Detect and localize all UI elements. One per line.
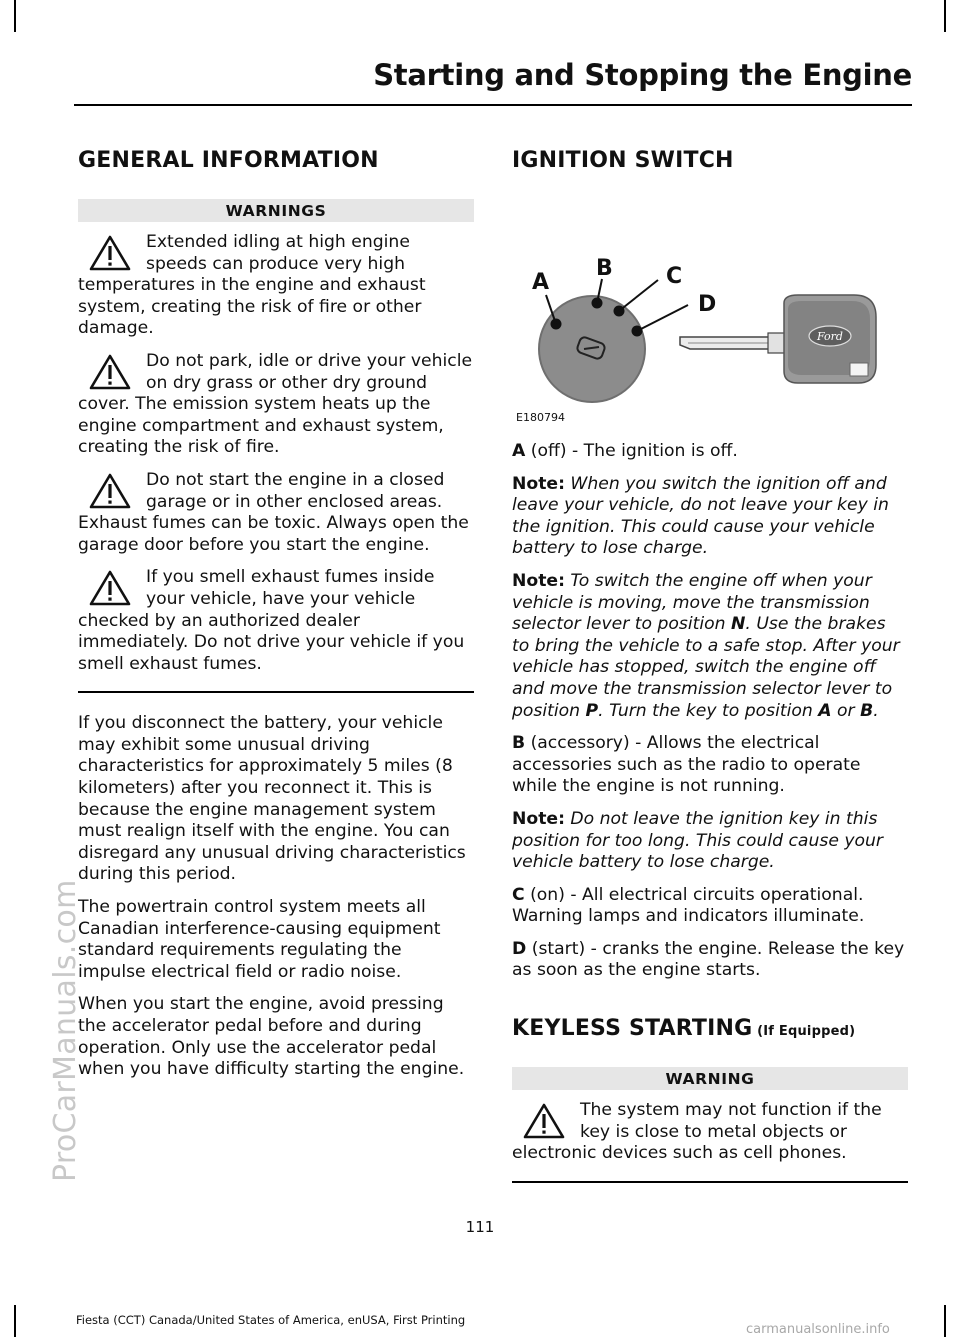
- warning-item: [512, 1100, 908, 1165]
- warning-text: Do not start the engine in a closed garage or in other enclosed areas. Exhaust fumes can be toxic. Always open the garage door before you start the engine.: [78, 469, 469, 555]
- right-column: [512, 148, 908, 1203]
- warning-text: Do not park, idle or drive your vehicle on dry grass or other dry ground cover. The emission system heats up the engine compartment and exhaust system, creating the risk of fire.: [78, 350, 473, 458]
- position-d-text: D (start) - cranks the engine. Release the key as soon as the engine starts.: [512, 938, 905, 981]
- label-c: C: [666, 264, 683, 289]
- position-c-text: C (on) - All electrical circuits operational. Warning lamps and indicators illuminate.: [512, 884, 865, 927]
- section-heading-ignition-switch: IGNITION SWITCH: [512, 148, 734, 173]
- section-heading-general-information: GENERAL INFORMATION: [78, 148, 379, 173]
- page-number: 111: [465, 1218, 495, 1236]
- header-rule: [74, 104, 912, 106]
- label-b: B: [596, 256, 613, 281]
- warning-item: [78, 232, 474, 340]
- ignition-key-illustration: [512, 199, 908, 429]
- position-a-text: A (off) - The ignition is off.: [512, 441, 738, 461]
- position-c-key: C: [512, 884, 525, 905]
- warning-header: WARNING: [512, 1067, 908, 1090]
- side-watermark: ProCarManuals.com: [48, 879, 83, 1182]
- if-equipped-label: (If Equipped): [752, 1024, 856, 1040]
- warning-triangle-icon: [88, 472, 132, 510]
- crop-mark: [14, 1305, 16, 1337]
- warning-end-rule: [512, 1181, 908, 1183]
- warning-text: The system may not function if the key is close to metal objects or electronic devices such as cell phones.: [512, 1100, 882, 1164]
- position-a-key: A: [512, 441, 526, 461]
- note-key-position: Note: Do not leave the ignition key in this position for too long. This could cause your vehicle battery to lose charge.: [512, 808, 883, 873]
- warning-item: [78, 567, 474, 675]
- left-column: [78, 148, 474, 1092]
- paragraph-interference: The powertrain control system meets all Canadian interference-causing equipment standard requirements regulating the impulse electrical field or radio noise.: [78, 897, 441, 982]
- position-b-key: B: [512, 733, 526, 754]
- warning-text: If you smell exhaust fumes inside your vehicle, have your vehicle checked by an authorized dealer immediately. Do not drive your vehicle if you smell exhaust fumes.: [78, 567, 465, 674]
- warnings-header: WARNINGS: [78, 199, 474, 222]
- warning-text: Extended idling at high engine speeds can produce very high temperatures in the engine and exhaust system, creating the risk of fire or other damage.: [78, 232, 426, 339]
- site-watermark: carmanualsonline.info: [746, 1322, 890, 1337]
- warning-triangle-icon: [522, 1102, 566, 1140]
- position-b-text: B (accessory) - Allows the electrical accessories such as the radio to operate while the engine is not running.: [512, 733, 861, 797]
- note-switch-engine-off: Note: To switch the engine off when your vehicle is moving, move the transmission selector lever to position N. Use the brakes to bring the vehicle to a safe stop. After your vehicle has stopped, switch the engine off and move the transmission selector lever to position P. Turn the key to position A or B.: [512, 570, 900, 721]
- crop-mark: [944, 1305, 946, 1337]
- warning-triangle-icon: [88, 353, 132, 391]
- footer-text: Fiesta (CCT) Canada/United States of America, enUSA, First Printing: [76, 1313, 466, 1327]
- note-key-in-ignition: Note: When you switch the ignition off and leave your vehicle, do not leave your key in the ignition. This could cause your vehicle battery to lose charge.: [512, 473, 889, 559]
- ignition-switch-figure: [512, 199, 908, 429]
- position-d-key: D: [512, 938, 527, 959]
- warning-item: [78, 351, 474, 459]
- figure-code: E180794: [516, 411, 565, 424]
- warning-item: [78, 470, 474, 556]
- warnings-end-rule: [78, 691, 474, 693]
- crop-mark: [944, 0, 946, 32]
- warning-triangle-icon: [88, 234, 132, 272]
- crop-mark: [14, 0, 16, 32]
- section-heading-keyless-starting: KEYLESS STARTING (If Equipped): [512, 1016, 856, 1042]
- page-title: Starting and Stopping the Engine: [373, 58, 912, 92]
- paragraph-battery: If you disconnect the battery, your vehicle may exhibit some unusual driving characteristics for approximately 5 miles (8 kilometers) after you reconnect it. This is because the engine management system must realign itself with the engine. You can disregard any unusual driving characteristics during this period.: [78, 713, 466, 885]
- label-a: A: [532, 270, 550, 295]
- svg-text:Ford: Ford: [817, 330, 843, 343]
- warning-triangle-icon: [88, 569, 132, 607]
- label-d: D: [698, 292, 717, 317]
- paragraph-accelerator: When you start the engine, avoid pressing the accelerator pedal before and during operation. Only use the accelerator pedal when you have difficulty starting the engine.: [78, 994, 465, 1080]
